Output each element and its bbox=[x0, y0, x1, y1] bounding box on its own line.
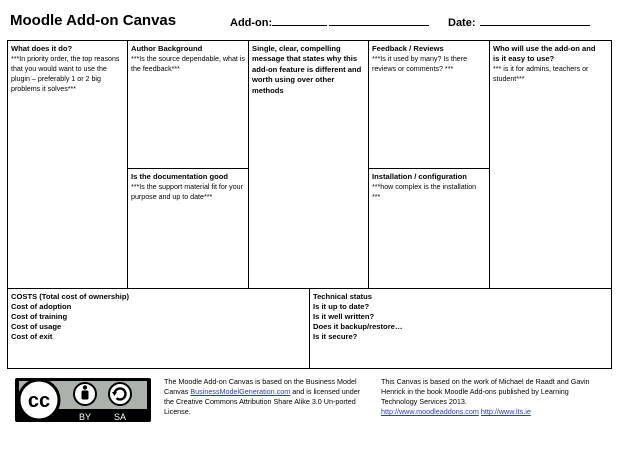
footer-credits-text: This Canvas is based on the work of Michael de Raadt and Gavin Henrick in the book Moodle Add-ons published by Learning Technology Services 2013. http://www.moodleaddons.com http://www.lts.ie bbox=[381, 377, 590, 416]
page-title: Moodle Add-on Canvas bbox=[10, 12, 177, 29]
cell-body: ***Is it used by many? Is there reviews or comments? *** bbox=[372, 55, 468, 73]
cell-heading: What does it do? bbox=[11, 44, 73, 53]
footer-license-text: The Moodle Add-on Canvas is based on the Business Model Canvas BusinessModelGeneration.com and is licensed under the Creative Commons Attribution Share Alike 3.0 Un-ported License. bbox=[164, 377, 361, 416]
cell-author-background[interactable] bbox=[128, 41, 248, 168]
technical-item: Is it up to date? bbox=[313, 302, 370, 311]
cost-item: Cost of usage bbox=[11, 322, 62, 331]
cell-heading: Technical status bbox=[313, 292, 372, 301]
cell-value-message[interactable] bbox=[249, 41, 368, 288]
cc-by-sa-license-icon bbox=[13, 376, 153, 424]
date-field bbox=[448, 14, 590, 29]
addon-field bbox=[230, 14, 429, 29]
cell-heading: Who will use the add-on and bbox=[493, 44, 596, 53]
cell-body: ***how complex is the installation *** bbox=[372, 183, 477, 201]
date-input-line[interactable] bbox=[480, 14, 590, 26]
sa-icon bbox=[109, 383, 131, 405]
moodleaddons-link[interactable]: http://www.moodleaddons.com bbox=[381, 407, 479, 416]
date-label: Date: bbox=[448, 17, 476, 29]
cell-heading: COSTS (Total cost of ownership) bbox=[11, 292, 129, 301]
cell-body: message that states why this add-on feature is different and worth using over other methods bbox=[252, 54, 362, 95]
cell-body: *** is it for admins, teachers or student*** bbox=[493, 65, 589, 83]
addon-input-line[interactable] bbox=[272, 14, 327, 26]
cell-heading: Author Background bbox=[131, 44, 203, 53]
cell-what-does-it-do[interactable] bbox=[8, 41, 127, 288]
cell-costs[interactable] bbox=[8, 289, 309, 368]
cell-heading: Feedback / Reviews bbox=[372, 44, 444, 53]
cell-heading: Installation / configuration bbox=[372, 172, 467, 181]
addon-input-line-2[interactable] bbox=[329, 14, 429, 26]
sa-label: SA bbox=[113, 412, 127, 422]
cc-text: cc bbox=[27, 390, 51, 412]
cell-body: ***In priority order, the top reasons that you would want to use the plugin – preferably 1 or 2 big problems it solves*** bbox=[11, 55, 120, 93]
cell-heading-cont: is it easy to use? bbox=[493, 54, 555, 63]
cell-documentation[interactable] bbox=[128, 169, 248, 288]
cost-item: Cost of exit bbox=[11, 332, 53, 341]
technical-item: Is it well written? bbox=[313, 312, 375, 321]
cost-item: Cost of adoption bbox=[11, 302, 72, 311]
technical-item: Does it backup/restore… bbox=[313, 322, 403, 331]
cell-heading: Is the documentation good bbox=[131, 172, 229, 181]
cell-ease-of-use[interactable] bbox=[490, 41, 611, 288]
by-label: BY bbox=[78, 412, 92, 422]
lts-link[interactable]: http://www.lts.ie bbox=[480, 407, 531, 416]
cell-body: ***Is the support material fit for your purpose and up to date*** bbox=[131, 183, 243, 201]
cell-heading: Single, clear, compelling bbox=[252, 44, 341, 53]
cell-installation[interactable] bbox=[369, 169, 489, 288]
cell-body: ***Is the source dependable, what is the feedback*** bbox=[131, 55, 245, 73]
addon-label: Add-on: bbox=[230, 17, 273, 29]
cell-feedback-reviews[interactable] bbox=[369, 41, 489, 168]
cell-technical-status[interactable] bbox=[310, 289, 611, 368]
technical-item: Is it secure? bbox=[313, 332, 358, 341]
cost-item: Cost of training bbox=[11, 312, 68, 321]
business-model-link[interactable]: BusinessModelGeneration.com bbox=[190, 387, 291, 396]
